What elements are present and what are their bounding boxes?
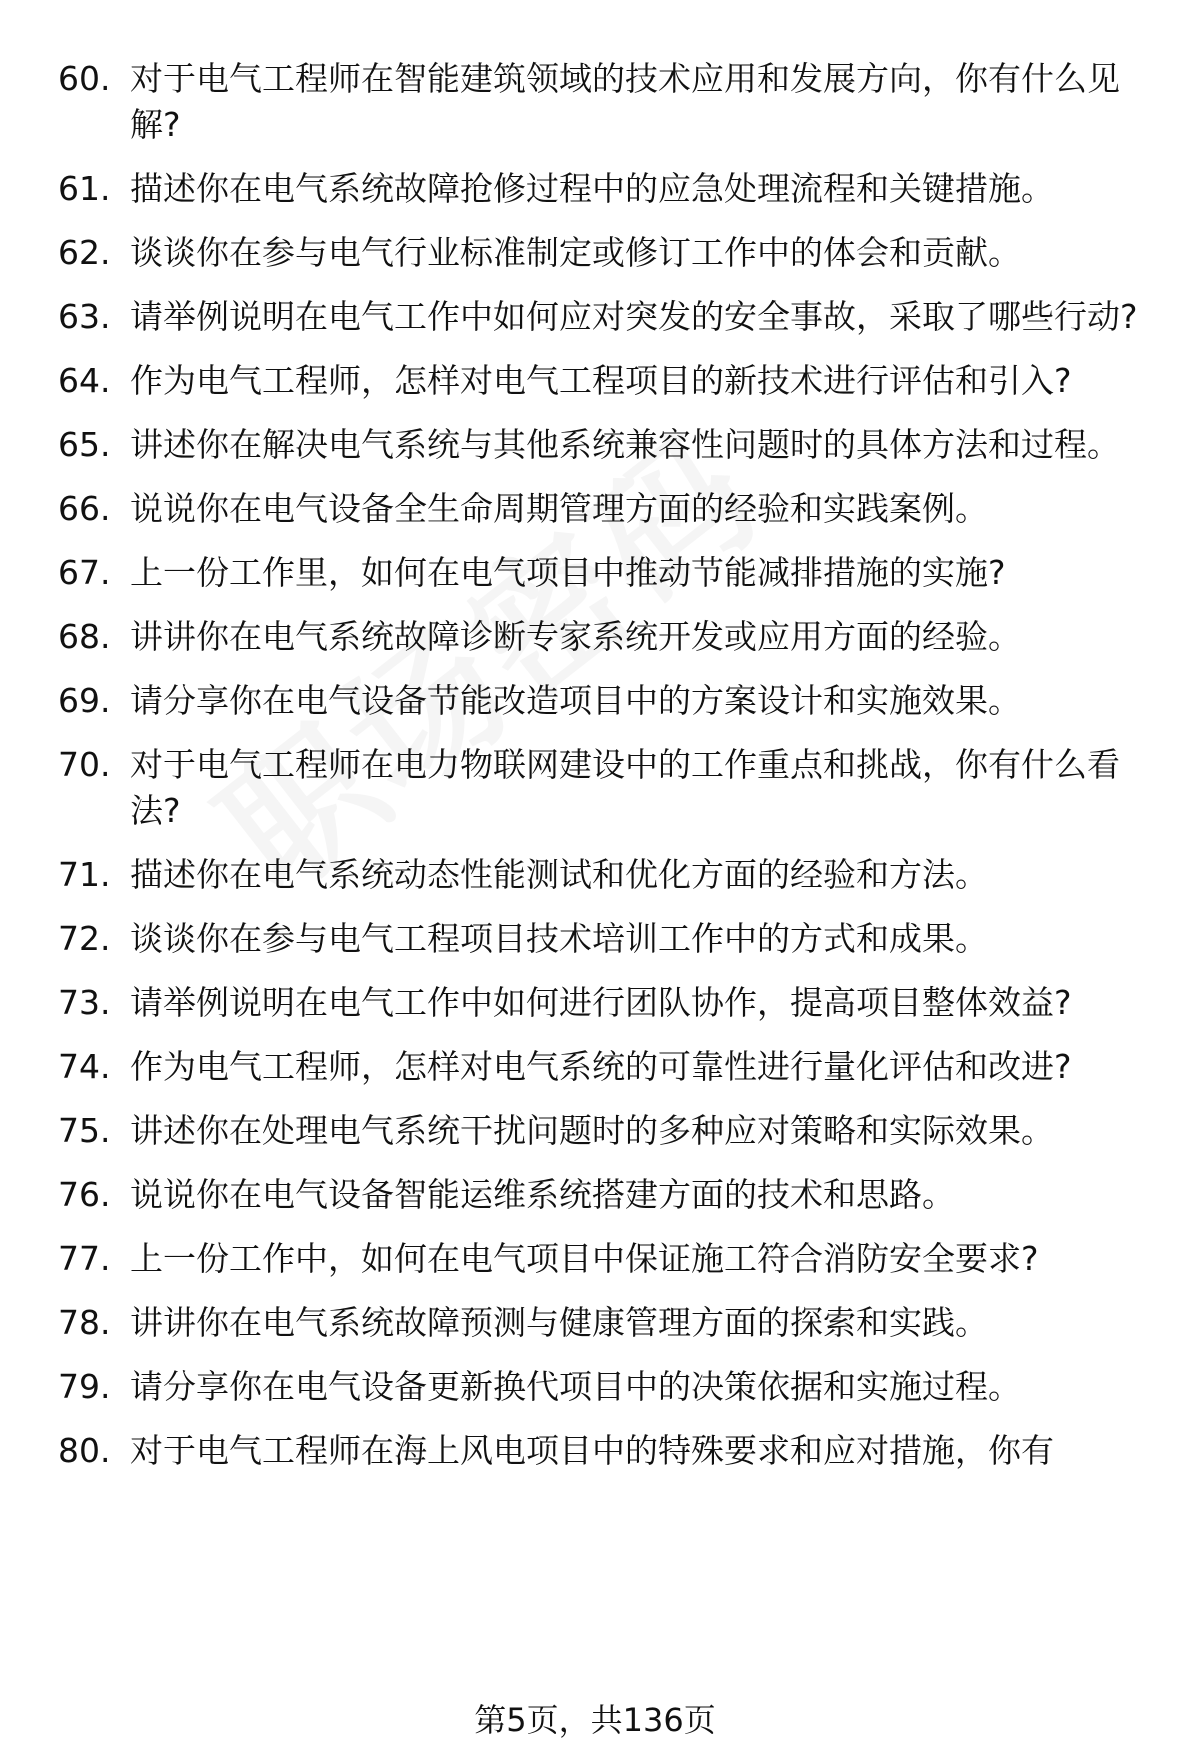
question-item xyxy=(58,166,1148,212)
question-number: 70. xyxy=(58,745,111,784)
question-item xyxy=(58,1300,1148,1346)
question-item xyxy=(58,294,1148,340)
question-item xyxy=(58,1044,1148,1090)
question-text: 上一份工作中，如何在电气项目中保证施工符合消防安全要求? xyxy=(130,1239,1039,1278)
question-item xyxy=(58,1172,1148,1218)
question-text: 请分享你在电气设备更新换代项目中的决策依据和实施过程。 xyxy=(130,1367,1021,1406)
question-item xyxy=(58,852,1148,898)
question-number: 71. xyxy=(58,855,111,894)
question-number: 67. xyxy=(58,553,111,592)
question-text: 请分享你在电气设备节能改造项目中的方案设计和实施效果。 xyxy=(130,681,1021,720)
question-text: 谈谈你在参与电气工程项目技术培训工作中的方式和成果。 xyxy=(130,919,988,958)
question-text: 对于电气工程师在电力物联网建设中的工作重点和挑战，你有什么看法? xyxy=(130,745,1120,830)
question-number: 64. xyxy=(58,361,111,400)
question-item xyxy=(58,742,1148,834)
question-item xyxy=(58,56,1148,148)
question-text: 讲述你在处理电气系统干扰问题时的多种应对策略和实际效果。 xyxy=(130,1111,1054,1150)
question-text: 请举例说明在电气工作中如何应对突发的安全事故，采取了哪些行动? xyxy=(130,297,1138,336)
question-text: 讲讲你在电气系统故障诊断专家系统开发或应用方面的经验。 xyxy=(130,617,1021,656)
question-number: 72. xyxy=(58,919,111,958)
question-number: 65. xyxy=(58,425,111,464)
question-item xyxy=(58,614,1148,660)
question-item xyxy=(58,1236,1148,1282)
question-number: 69. xyxy=(58,681,111,720)
question-number: 76. xyxy=(58,1175,111,1214)
question-number: 77. xyxy=(58,1239,111,1278)
question-list xyxy=(58,56,1148,1474)
question-item xyxy=(58,1108,1148,1154)
question-item xyxy=(58,422,1148,468)
question-number: 78. xyxy=(58,1303,111,1342)
question-item xyxy=(58,678,1148,724)
question-number: 62. xyxy=(58,233,111,272)
question-item xyxy=(58,980,1148,1026)
question-item xyxy=(58,550,1148,596)
question-number: 66. xyxy=(58,489,111,528)
question-text: 对于电气工程师在智能建筑领域的技术应用和发展方向，你有什么见解? xyxy=(130,59,1120,144)
question-number: 73. xyxy=(58,983,111,1022)
question-number: 75. xyxy=(58,1111,111,1150)
question-number: 74. xyxy=(58,1047,111,1086)
question-item xyxy=(58,1364,1148,1410)
question-item xyxy=(58,916,1148,962)
question-item xyxy=(58,486,1148,532)
question-number: 63. xyxy=(58,297,111,336)
question-number: 79. xyxy=(58,1367,111,1406)
question-number: 60. xyxy=(58,59,111,98)
question-item xyxy=(58,1428,1148,1474)
question-item xyxy=(58,230,1148,276)
question-text: 说说你在电气设备智能运维系统搭建方面的技术和思路。 xyxy=(130,1175,955,1214)
question-text: 请举例说明在电气工作中如何进行团队协作，提高项目整体效益? xyxy=(130,983,1072,1022)
question-text: 作为电气工程师，怎样对电气系统的可靠性进行量化评估和改进? xyxy=(130,1047,1072,1086)
question-text: 上一份工作里，如何在电气项目中推动节能减排措施的实施? xyxy=(130,553,1006,592)
question-text: 说说你在电气设备全生命周期管理方面的经验和实践案例。 xyxy=(130,489,988,528)
question-item xyxy=(58,358,1148,404)
question-text: 描述你在电气系统故障抢修过程中的应急处理流程和关键措施。 xyxy=(130,169,1054,208)
page-footer: 第5页，共136页 xyxy=(474,1701,716,1739)
question-text: 描述你在电气系统动态性能测试和优化方面的经验和方法。 xyxy=(130,855,988,894)
question-text: 讲讲你在电气系统故障预测与健康管理方面的探索和实践。 xyxy=(130,1303,988,1342)
question-text: 对于电气工程师在海上风电项目中的特殊要求和应对措施，你有 xyxy=(130,1431,1054,1470)
question-text: 谈谈你在参与电气行业标准制定或修订工作中的体会和贡献。 xyxy=(130,233,1021,272)
question-number: 80. xyxy=(58,1431,111,1470)
question-text: 作为电气工程师，怎样对电气工程项目的新技术进行评估和引入? xyxy=(130,361,1072,400)
question-number: 61. xyxy=(58,169,111,208)
question-text: 讲述你在解决电气系统与其他系统兼容性问题时的具体方法和过程。 xyxy=(130,425,1120,464)
question-number: 68. xyxy=(58,617,111,656)
